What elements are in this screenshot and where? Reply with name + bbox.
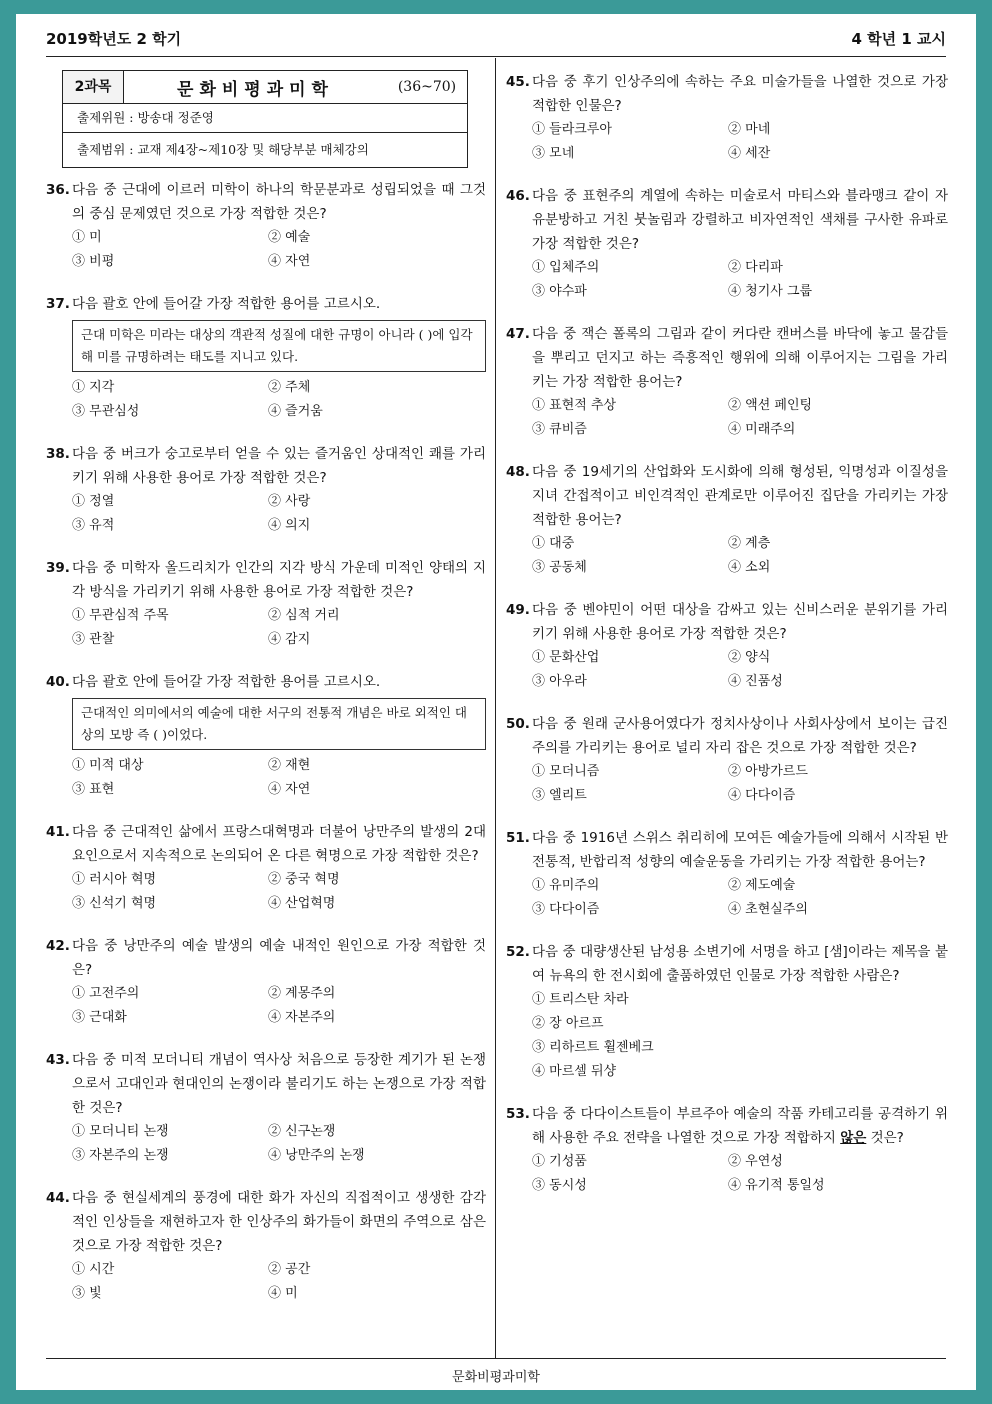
answer-option-2[interactable]: ② 우연성 bbox=[728, 1154, 783, 1169]
answer-options bbox=[72, 226, 486, 274]
answer-option-3[interactable]: ③ 자본주의 논쟁 bbox=[72, 1148, 169, 1163]
answer-option-4[interactable]: ④ 마르셀 뒤샹 bbox=[532, 1064, 617, 1079]
question-text-after: 것은? bbox=[866, 1130, 904, 1146]
header-rule bbox=[46, 56, 946, 57]
question-number: 37. bbox=[46, 296, 70, 312]
answer-option-1[interactable]: ① 시간 bbox=[72, 1262, 115, 1277]
answer-options bbox=[532, 256, 948, 304]
answer-option-4[interactable]: ④ 자연 bbox=[268, 782, 311, 797]
question-text bbox=[72, 670, 486, 694]
question-text bbox=[532, 598, 948, 646]
question-stem bbox=[506, 940, 948, 988]
question-number: 38. bbox=[46, 446, 70, 462]
answer-option-1[interactable]: ① 미 bbox=[72, 230, 102, 245]
question-51 bbox=[506, 826, 948, 922]
answer-options bbox=[532, 874, 948, 922]
question-stem bbox=[506, 460, 948, 532]
question-number: 44. bbox=[46, 1190, 70, 1206]
answer-option-3[interactable]: ③ 엘리트 bbox=[532, 788, 587, 803]
question-text bbox=[532, 826, 948, 874]
answer-option-1[interactable]: ① 입체주의 bbox=[532, 260, 600, 275]
question-text-main: 다음 중 다다이스트들이 부르주아 예술의 작품 카테고리를 공격하기 위해 사용한 주요 전략을 나열한 것으로 가장 적합하지 bbox=[532, 1106, 948, 1146]
question-text bbox=[532, 184, 948, 256]
answer-option-1[interactable]: ① 대중 bbox=[532, 536, 575, 551]
question-number: 43. bbox=[46, 1052, 70, 1068]
answer-option-1[interactable]: ① 문화산업 bbox=[532, 650, 600, 665]
answer-option-2[interactable]: ② 중국 혁명 bbox=[268, 872, 340, 887]
question-39 bbox=[46, 556, 486, 652]
question-number: 42. bbox=[46, 938, 70, 954]
answer-options bbox=[532, 532, 948, 580]
answer-option-2[interactable]: ② 계몽주의 bbox=[268, 986, 336, 1001]
question-text-main: 다음 중 표현주의 계열에 속하는 미술로서 마티스와 블라맹크 같이 자유분방하고 거친 붓놀림과 강렬하고 비자연적인 색채를 구사한 유파로 가장 적합한 것은? bbox=[532, 188, 948, 252]
exam-author: 출제위원 : 방송대 정준영 bbox=[63, 104, 467, 133]
question-text bbox=[72, 292, 486, 316]
footer-rule bbox=[46, 1358, 946, 1359]
question-text-main: 다음 괄호 안에 들어갈 가장 적합한 용어를 고르시오. bbox=[72, 674, 381, 690]
question-number: 51. bbox=[506, 830, 530, 846]
question-stem bbox=[46, 1186, 486, 1258]
question-text-main: 다음 중 벤야민이 어떤 대상을 감싸고 있는 신비스러운 분위기를 가리키기 위해 사용한 용어로 가장 적합한 것은? bbox=[532, 602, 948, 642]
answer-option-4[interactable]: ④ 의지 bbox=[268, 518, 311, 533]
question-number: 47. bbox=[506, 326, 530, 342]
answer-options bbox=[532, 394, 948, 442]
answer-option-3[interactable]: ③ 빛 bbox=[72, 1286, 102, 1301]
question-stem bbox=[46, 670, 486, 694]
left-column bbox=[46, 70, 486, 1324]
answer-option-2[interactable]: ② 액션 페인팅 bbox=[728, 398, 813, 413]
question-stem bbox=[506, 322, 948, 394]
question-48 bbox=[506, 460, 948, 580]
answer-options bbox=[72, 1120, 486, 1168]
question-stem bbox=[46, 178, 486, 226]
question-text-main: 다음 중 원래 군사용어였다가 정치사상이나 사회사상에서 보이는 급진주의를 가리키는 용어로 널리 자리 잡은 것으로 가장 적합한 것은? bbox=[532, 716, 948, 756]
answer-option-3[interactable]: ③ 공동체 bbox=[532, 560, 587, 575]
question-38 bbox=[46, 442, 486, 538]
answer-option-4[interactable]: ④ 유기적 통일성 bbox=[728, 1178, 825, 1193]
answer-options bbox=[72, 490, 486, 538]
answer-option-2[interactable]: ② 마네 bbox=[728, 122, 771, 137]
question-text bbox=[72, 820, 486, 868]
question-text-main: 다음 중 근대에 이르러 미학이 하나의 학문분과로 성립되었을 때 그것의 중심 문제였던 것으로 가장 적합한 것은? bbox=[72, 182, 486, 222]
question-range: (36~70) bbox=[397, 79, 457, 95]
question-text-main: 다음 중 19세기의 산업화와 도시화에 의해 형성된, 익명성과 이질성을 지녀 간접적이고 비인격적인 관계로만 이루어진 집단을 가리키는 가장 적합한 용어는? bbox=[532, 464, 948, 528]
question-41 bbox=[46, 820, 486, 916]
question-stem bbox=[506, 712, 948, 760]
question-stem bbox=[506, 826, 948, 874]
question-number: 46. bbox=[506, 188, 530, 204]
answer-option-3[interactable]: ③ 다다이즘 bbox=[532, 902, 600, 917]
left-question-list bbox=[46, 178, 486, 1306]
question-text-main: 다음 중 후기 인상주의에 속하는 주요 미술가들을 나열한 것으로 가장 적합한 인물은? bbox=[532, 74, 948, 114]
right-column bbox=[506, 70, 948, 1216]
question-text-main: 다음 중 1916년 스위스 취리히에 모여든 예술가들에 의해서 시작된 반전통적, 반합리적 성향의 예술운동을 가리키는 가장 적합한 용어는? bbox=[532, 830, 948, 870]
column-divider bbox=[495, 58, 496, 1358]
answer-option-2[interactable]: ② 예술 bbox=[268, 230, 311, 245]
question-44 bbox=[46, 1186, 486, 1306]
question-number: 40. bbox=[46, 674, 70, 690]
question-stem bbox=[46, 934, 486, 982]
answer-options bbox=[72, 982, 486, 1030]
answer-option-3[interactable]: ③ 근대화 bbox=[72, 1010, 127, 1025]
answer-options bbox=[72, 604, 486, 652]
answer-option-4[interactable]: ④ 자연 bbox=[268, 254, 311, 269]
answer-option-1[interactable]: ① 표현적 추상 bbox=[532, 398, 617, 413]
answer-option-3[interactable]: ③ 신석기 혁명 bbox=[72, 896, 157, 911]
answer-option-3[interactable]: ③ 동시성 bbox=[532, 1178, 587, 1193]
subject-title: 문화비평과미학 bbox=[177, 79, 334, 100]
question-stem bbox=[506, 1102, 948, 1150]
question-stem bbox=[506, 184, 948, 256]
answer-option-3[interactable]: ③ 표현 bbox=[72, 782, 115, 797]
question-stem bbox=[46, 556, 486, 604]
answer-option-4[interactable]: ④ 청기사 그룹 bbox=[728, 284, 813, 299]
answer-option-2[interactable]: ② 재현 bbox=[268, 758, 311, 773]
question-text bbox=[532, 1102, 948, 1150]
answer-option-1[interactable]: ① 모더니티 논쟁 bbox=[72, 1124, 169, 1139]
answer-options bbox=[532, 988, 948, 1084]
question-passage-box: 근대 미학은 미라는 대상의 객관적 성질에 대한 규명이 아니라 ( )에 입각해 미를 규명하려는 태도를 지니고 있다. bbox=[72, 320, 486, 372]
question-text bbox=[532, 460, 948, 532]
answer-option-2[interactable]: ② 다리파 bbox=[728, 260, 783, 275]
question-53 bbox=[506, 1102, 948, 1198]
question-52 bbox=[506, 940, 948, 1084]
answer-option-1[interactable]: ① 미적 대상 bbox=[72, 758, 144, 773]
question-text bbox=[72, 442, 486, 490]
question-37 bbox=[46, 292, 486, 424]
exam-scope: 출제범위 : 교재 제4장~제10장 및 해당부분 매체강의 bbox=[77, 142, 369, 157]
answer-option-3[interactable]: ③ 유적 bbox=[72, 518, 115, 533]
answer-option-4[interactable]: ④ 산업혁명 bbox=[268, 896, 336, 911]
answer-option-3[interactable]: ③ 리하르트 휠젠베크 bbox=[532, 1040, 654, 1055]
answer-option-2[interactable]: ② 공간 bbox=[268, 1262, 311, 1277]
answer-option-3[interactable]: ③ 야수파 bbox=[532, 284, 587, 299]
question-46 bbox=[506, 184, 948, 304]
question-text-main: 다음 중 잭슨 폴록의 그림과 같이 커다란 캔버스를 바닥에 놓고 물감들을 뿌리고 던지고 하는 즉흥적인 행위에 의해 이루어지는 그림을 가리키는 가장 적합한 용어는? bbox=[532, 326, 948, 390]
answer-option-1[interactable]: ① 들라크루아 bbox=[532, 122, 612, 137]
answer-options bbox=[72, 754, 486, 802]
question-number: 52. bbox=[506, 944, 530, 960]
answer-option-2[interactable]: ② 장 아르프 bbox=[532, 1016, 604, 1031]
question-36 bbox=[46, 178, 486, 274]
answer-options bbox=[72, 1258, 486, 1306]
question-text bbox=[532, 70, 948, 118]
question-stem bbox=[46, 442, 486, 490]
answer-option-4[interactable]: ④ 미래주의 bbox=[728, 422, 796, 437]
answer-option-4[interactable]: ④ 진품성 bbox=[728, 674, 783, 689]
question-number: 36. bbox=[46, 182, 70, 198]
answer-option-4[interactable]: ④ 낭만주의 논쟁 bbox=[268, 1148, 365, 1163]
grade-period-label: 4 학년 1 교시 bbox=[851, 30, 946, 48]
answer-option-1[interactable]: ① 기성품 bbox=[532, 1154, 587, 1169]
question-47 bbox=[506, 322, 948, 442]
question-text-main: 다음 중 미적 모더니티 개념이 역사상 처음으로 등장한 계기가 된 논쟁으로서 고대인과 현대인의 논쟁이라 불리기도 하는 논쟁으로 가장 적합한 것은? bbox=[72, 1052, 486, 1116]
question-number: 49. bbox=[506, 602, 530, 618]
subject-tag: 2과목 bbox=[63, 71, 124, 103]
answer-option-4[interactable]: ④ 즐거움 bbox=[268, 404, 323, 419]
answer-options bbox=[532, 646, 948, 694]
answer-option-4[interactable]: ④ 미 bbox=[268, 1286, 298, 1301]
answer-option-3[interactable]: ③ 아우라 bbox=[532, 674, 587, 689]
page-footer: 문화비평과미학 bbox=[452, 1370, 540, 1385]
answer-option-3[interactable]: ③ 모네 bbox=[532, 146, 575, 161]
answer-options bbox=[532, 1150, 948, 1198]
question-stem bbox=[46, 1048, 486, 1120]
answer-option-1[interactable]: ① 러시아 혁명 bbox=[72, 872, 157, 887]
answer-option-2[interactable]: ② 계층 bbox=[728, 536, 771, 551]
answer-option-1[interactable]: ① 무관심적 주목 bbox=[72, 608, 169, 623]
question-42 bbox=[46, 934, 486, 1030]
answer-option-2[interactable]: ② 사랑 bbox=[268, 494, 311, 509]
answer-option-4[interactable]: ④ 다다이즘 bbox=[728, 788, 796, 803]
answer-option-2[interactable]: ② 아방가르드 bbox=[728, 764, 808, 779]
subject-info-box bbox=[62, 70, 468, 168]
answer-option-1[interactable]: ① 정열 bbox=[72, 494, 115, 509]
answer-option-4[interactable]: ④ 자본주의 bbox=[268, 1010, 336, 1025]
answer-option-3[interactable]: ③ 큐비즘 bbox=[532, 422, 587, 437]
question-number: 45. bbox=[506, 74, 530, 90]
question-number: 41. bbox=[46, 824, 70, 840]
right-question-list bbox=[506, 70, 948, 1198]
question-stem bbox=[506, 70, 948, 118]
question-text bbox=[532, 940, 948, 988]
question-text-main: 다음 중 대량생산된 남성용 소변기에 서명을 하고 [샘]이라는 제목을 붙여 뉴욕의 한 전시회에 출품하였던 인물로 가장 적합한 사람은? bbox=[532, 944, 948, 984]
question-43 bbox=[46, 1048, 486, 1168]
question-passage-box: 근대적인 의미에서의 예술에 대한 서구의 전통적 개념은 바로 외적인 대상의 모방 즉 ( )이었다. bbox=[72, 698, 486, 750]
answer-option-4[interactable]: ④ 감지 bbox=[268, 632, 311, 647]
answer-option-4[interactable]: ④ 세잔 bbox=[728, 146, 771, 161]
question-45 bbox=[506, 70, 948, 166]
question-text-main: 다음 괄호 안에 들어갈 가장 적합한 용어를 고르시오. bbox=[72, 296, 381, 312]
subject-title-row bbox=[63, 71, 467, 104]
question-number: 48. bbox=[506, 464, 530, 480]
question-text bbox=[72, 934, 486, 982]
question-stem bbox=[46, 820, 486, 868]
question-text-main: 다음 중 낭만주의 예술 발생의 예술 내적인 원인으로 가장 적합한 것은? bbox=[72, 938, 486, 978]
question-stem bbox=[46, 292, 486, 316]
question-text bbox=[72, 1186, 486, 1258]
question-49 bbox=[506, 598, 948, 694]
answer-option-2[interactable]: ② 심적 거리 bbox=[268, 608, 340, 623]
question-text-main: 다음 중 미학자 올드리치가 인간의 지각 방식 가운데 미적인 양태의 지각 방식을 가리키기 위해 사용한 용어로 가장 적합한 것은? bbox=[72, 560, 486, 600]
answer-option-3[interactable]: ③ 비평 bbox=[72, 254, 115, 269]
answer-option-2[interactable]: ② 신구논쟁 bbox=[268, 1124, 336, 1139]
question-40 bbox=[46, 670, 486, 802]
answer-options bbox=[532, 118, 948, 166]
question-text bbox=[72, 178, 486, 226]
answer-option-1[interactable]: ① 트리스탄 차라 bbox=[532, 992, 629, 1007]
answer-option-2[interactable]: ② 제도예술 bbox=[728, 878, 796, 893]
answer-option-4[interactable]: ④ 초현실주의 bbox=[728, 902, 808, 917]
question-text-main: 다음 중 버크가 숭고로부터 얻을 수 있는 즐거움인 상대적인 쾌를 가리키기 위해 사용한 용어로 가장 적합한 것은? bbox=[72, 446, 486, 486]
question-text bbox=[72, 1048, 486, 1120]
answer-option-1[interactable]: ① 지각 bbox=[72, 380, 115, 395]
question-number: 39. bbox=[46, 560, 70, 576]
question-text bbox=[532, 322, 948, 394]
answer-option-3[interactable]: ③ 관찰 bbox=[72, 632, 115, 647]
question-number: 50. bbox=[506, 716, 530, 732]
answer-options bbox=[72, 868, 486, 916]
answer-option-3[interactable]: ③ 무관심성 bbox=[72, 404, 140, 419]
question-50 bbox=[506, 712, 948, 808]
question-number: 53. bbox=[506, 1106, 530, 1122]
answer-option-1[interactable]: ① 유미주의 bbox=[532, 878, 600, 893]
answer-options bbox=[532, 760, 948, 808]
answer-option-2[interactable]: ② 주체 bbox=[268, 380, 311, 395]
question-text-main: 다음 중 현실세계의 풍경에 대한 화가 자신의 직접적이고 생생한 감각적인 인상들을 재현하고자 한 인상주의 화가들이 화면의 주역으로 삼은 것으로 가장 적합한 것은? bbox=[72, 1190, 486, 1254]
answer-option-1[interactable]: ① 모더니즘 bbox=[532, 764, 600, 779]
answer-options bbox=[72, 376, 486, 424]
semester-label: 2019학년도 2 학기 bbox=[46, 30, 182, 48]
exam-page bbox=[16, 14, 976, 1390]
answer-option-4[interactable]: ④ 소외 bbox=[728, 560, 771, 575]
question-text bbox=[532, 712, 948, 760]
question-text bbox=[72, 556, 486, 604]
question-text-main: 다음 중 근대적인 삶에서 프랑스대혁명과 더불어 낭만주의 발생의 2대 요인으로서 지속적으로 논의되어 온 다른 혁명으로 가장 적합한 것은? bbox=[72, 824, 486, 864]
answer-option-1[interactable]: ① 고전주의 bbox=[72, 986, 140, 1001]
question-emphasis: 않은 bbox=[840, 1130, 867, 1146]
question-stem bbox=[506, 598, 948, 646]
answer-option-2[interactable]: ② 양식 bbox=[728, 650, 771, 665]
